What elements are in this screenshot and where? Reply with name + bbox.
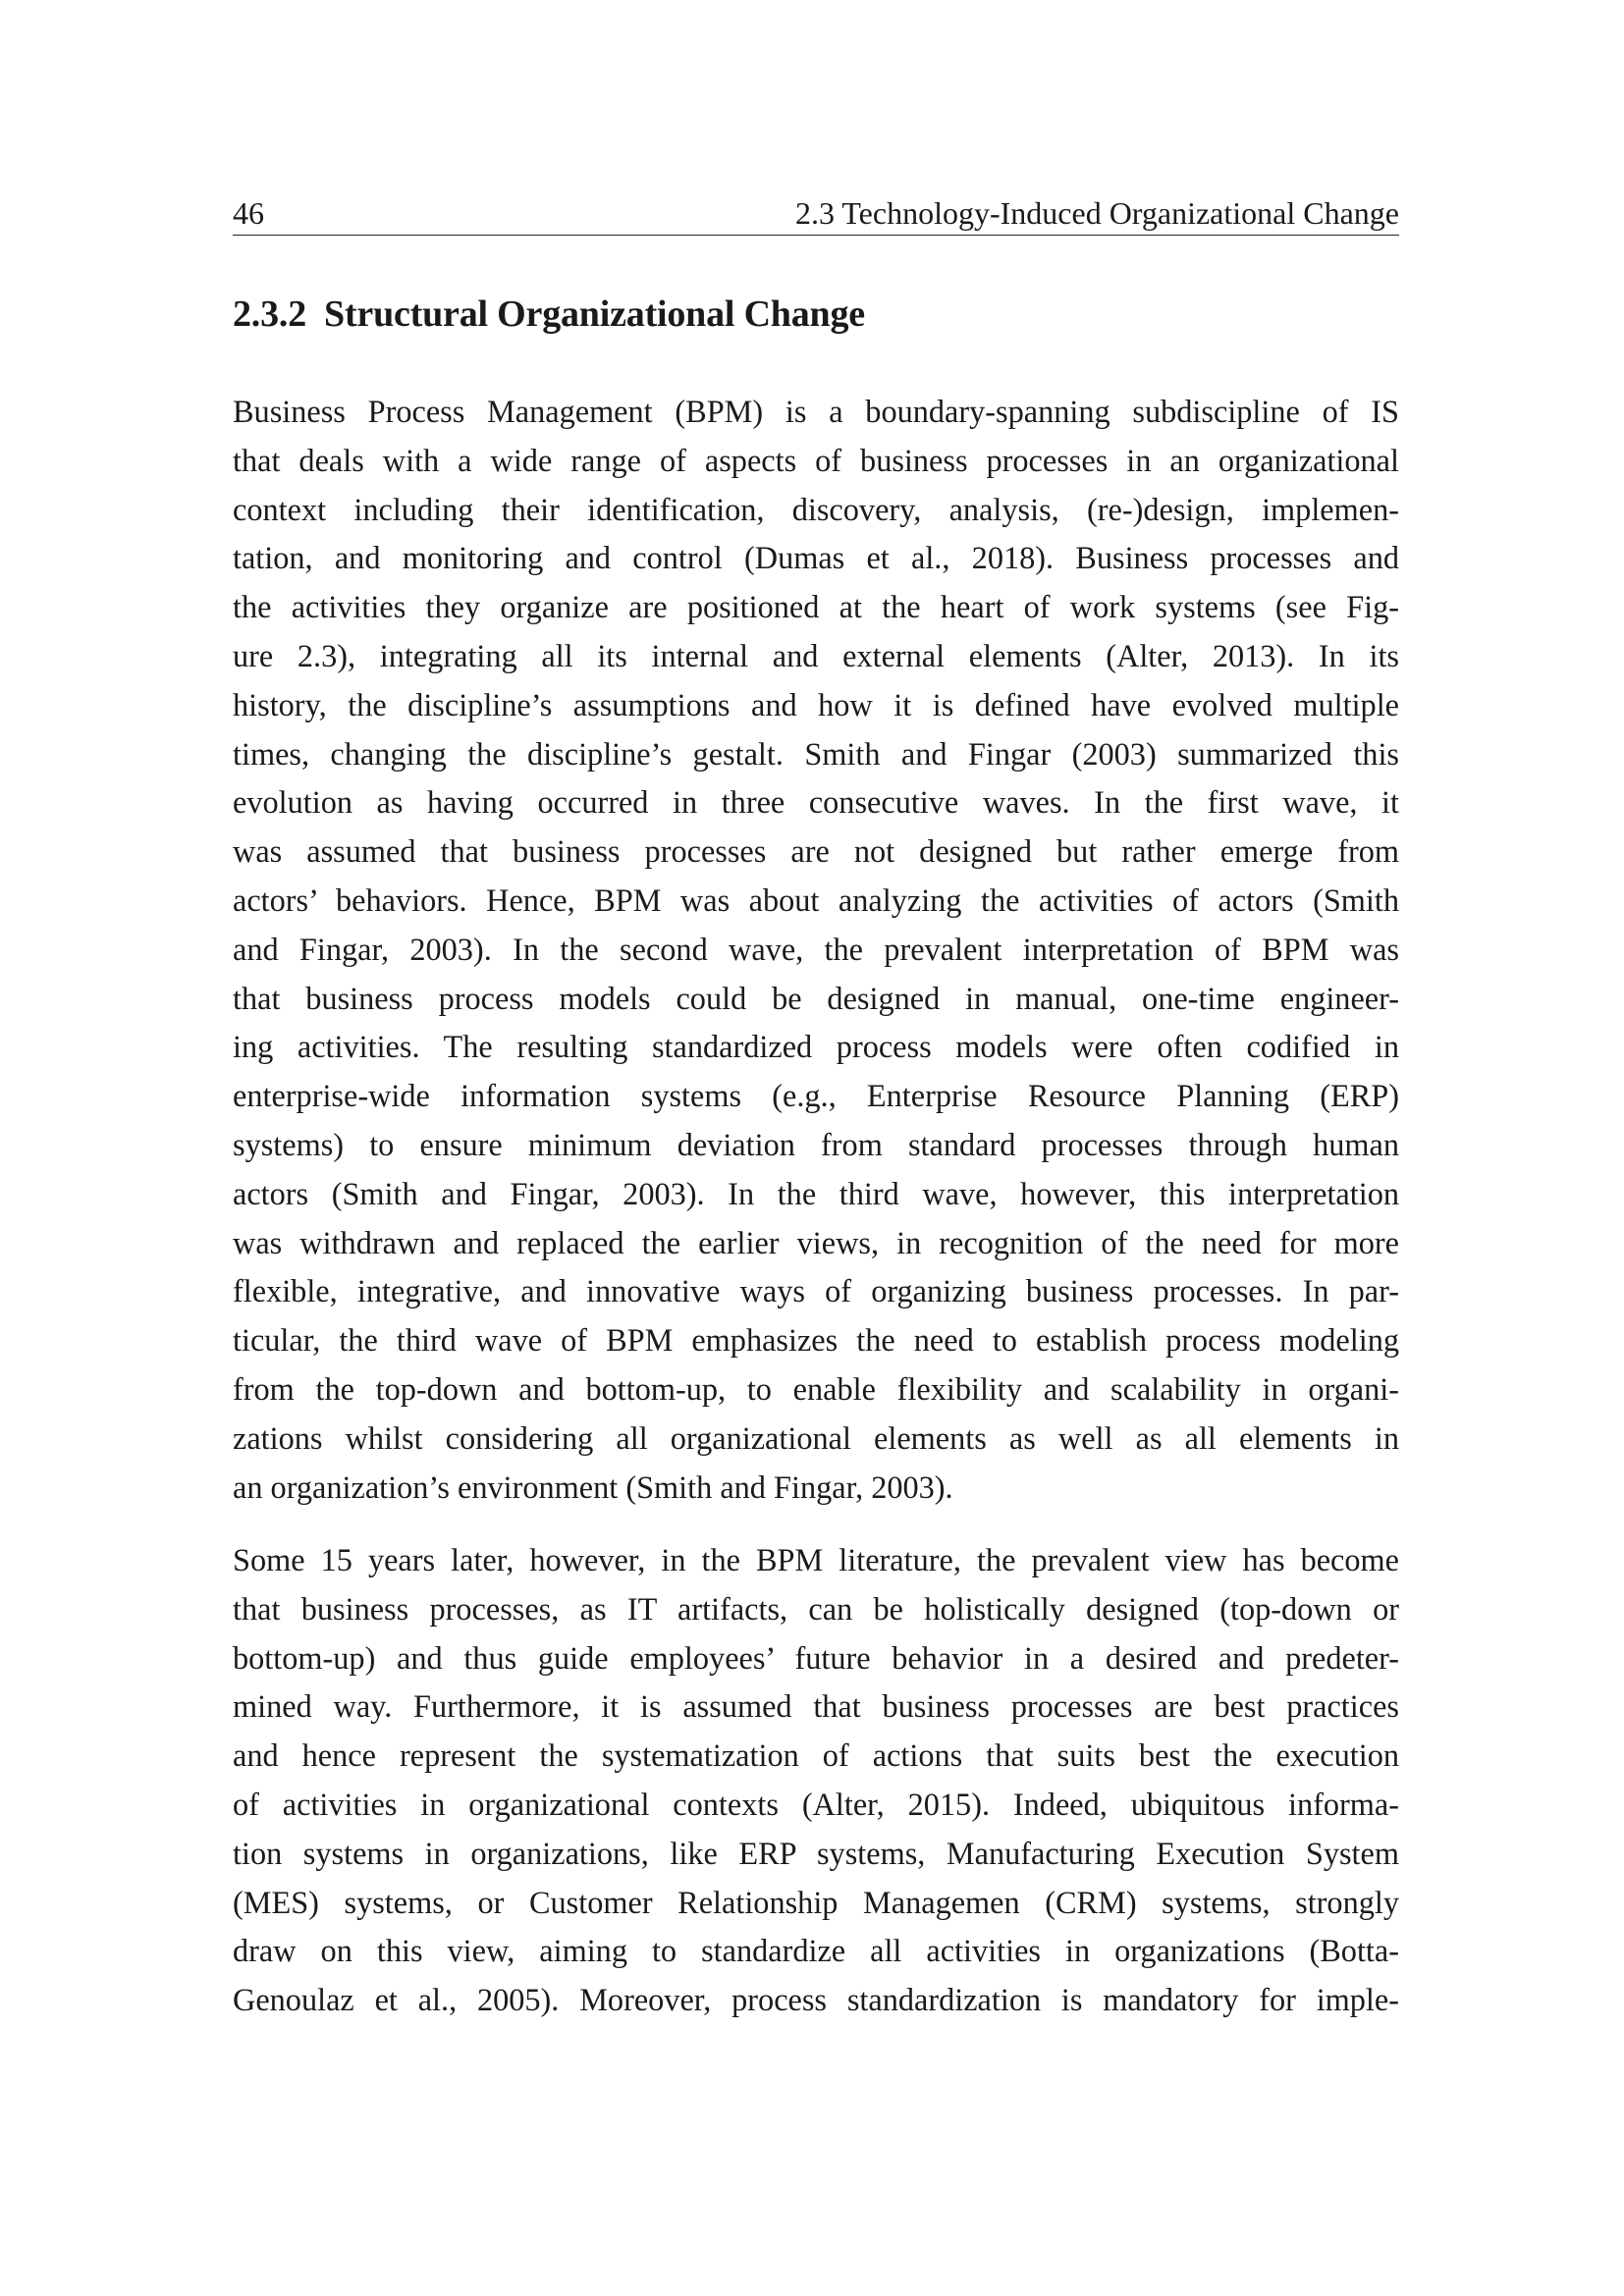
text-line: ure 2.3), integrating all its internal and external elements (Alter, 2013). In its bbox=[233, 637, 1399, 673]
text-line: ing activities. The resulting standardized process models were often codified in bbox=[233, 1029, 1399, 1065]
text-line: that deals with a wide range of aspects of business processes in an organizational bbox=[233, 442, 1399, 478]
text-line: the activities they organize are positioned at the heart of work systems (see Fig- bbox=[233, 589, 1399, 625]
text-line: tation, and monitoring and control (Dumas et al., 2018). Business processes and bbox=[233, 540, 1399, 576]
text-line: Business Process Management (BPM) is a boundary-spanning subdiscipline of IS bbox=[233, 394, 1399, 429]
text-line: from the top-down and bottom-up, to enable flexibility and scalability in organi- bbox=[233, 1370, 1399, 1407]
text-line: actors (Smith and Fingar, 2003). In the third wave, however, this interpretation bbox=[233, 1175, 1399, 1211]
text-line: ticular, the third wave of BPM emphasizes the need to establish process modeling bbox=[233, 1322, 1399, 1359]
text-line: an organization’s environment (Smith and Fingar, 2003). bbox=[233, 1468, 953, 1505]
text-line: draw on this view, aiming to standardize all activities in organizations (Botta- bbox=[233, 1933, 1399, 1969]
text-line: mined way. Furthermore, it is assumed that business processes are best practices bbox=[233, 1688, 1399, 1725]
text-line: Genoulaz et al., 2005). Moreover, process standardization is mandatory for imple- bbox=[233, 1982, 1399, 2018]
text-line: of activities in organizational contexts (Alter, 2015). Indeed, ubiquitous informa- bbox=[233, 1786, 1399, 1822]
text-line: enterprise-wide information systems (e.g., Enterprise Resource Planning (ERP) bbox=[233, 1078, 1399, 1114]
text-line: zations whilst considering all organizational elements as well as all elements in bbox=[233, 1419, 1399, 1456]
text-line: flexible, integrative, and innovative ways of organizing business processes. In par- bbox=[233, 1273, 1399, 1309]
text-line: history, the discipline’s assumptions and how it is defined have evolved multiple bbox=[233, 686, 1399, 722]
section-number: 2.3.2 bbox=[233, 294, 307, 335]
text-line: evolution as having occurred in three consecutive waves. In the first wave, it bbox=[233, 784, 1399, 821]
text-line: context including their identification, discovery, analysis, (re-)design, implemen- bbox=[233, 491, 1399, 527]
text-line: and hence represent the systematization of actions that suits best the execution bbox=[233, 1737, 1399, 1774]
paragraph-1 bbox=[233, 388, 1399, 1512]
text-line: and Fingar, 2003). In the second wave, the prevalent interpretation of BPM was bbox=[233, 931, 1399, 967]
text-line: was withdrawn and replaced the earlier views, in recognition of the need for more bbox=[233, 1224, 1399, 1260]
text-line: bottom-up) and thus guide employees’ future behavior in a desired and predeter- bbox=[233, 1639, 1399, 1676]
running-title: 2.3 Technology-Induced Organizational Change bbox=[794, 195, 1399, 231]
text-line: was assumed that business processes are not designed but rather emerge from bbox=[233, 833, 1399, 870]
page-number: 46 bbox=[233, 195, 264, 231]
text-line: Some 15 years later, however, in the BPM literature, the prevalent view has become bbox=[233, 1542, 1399, 1577]
running-header bbox=[233, 192, 1399, 236]
section-heading bbox=[233, 290, 865, 339]
text-line: actors’ behaviors. Hence, BPM was about analyzing the activities of actors (Smith bbox=[233, 881, 1399, 918]
text-line: tion systems in organizations, like ERP systems, Manufacturing Execution System bbox=[233, 1835, 1399, 1871]
text-line: that business processes, as IT artifacts, can be holistically designed (top-down or bbox=[233, 1590, 1399, 1627]
text-line: systems) to ensure minimum deviation from standard processes through human bbox=[233, 1126, 1399, 1162]
text-line: times, changing the discipline’s gestalt. Smith and Fingar (2003) summarized this bbox=[233, 735, 1399, 772]
section-title: Structural Organizational Change bbox=[324, 294, 865, 335]
text-line: that business process models could be designed in manual, one-time engineer- bbox=[233, 980, 1399, 1016]
text-line: (MES) systems, or Customer Relationship Managemen (CRM) systems, strongly bbox=[233, 1884, 1399, 1920]
paragraph-2 bbox=[233, 1536, 1399, 2025]
